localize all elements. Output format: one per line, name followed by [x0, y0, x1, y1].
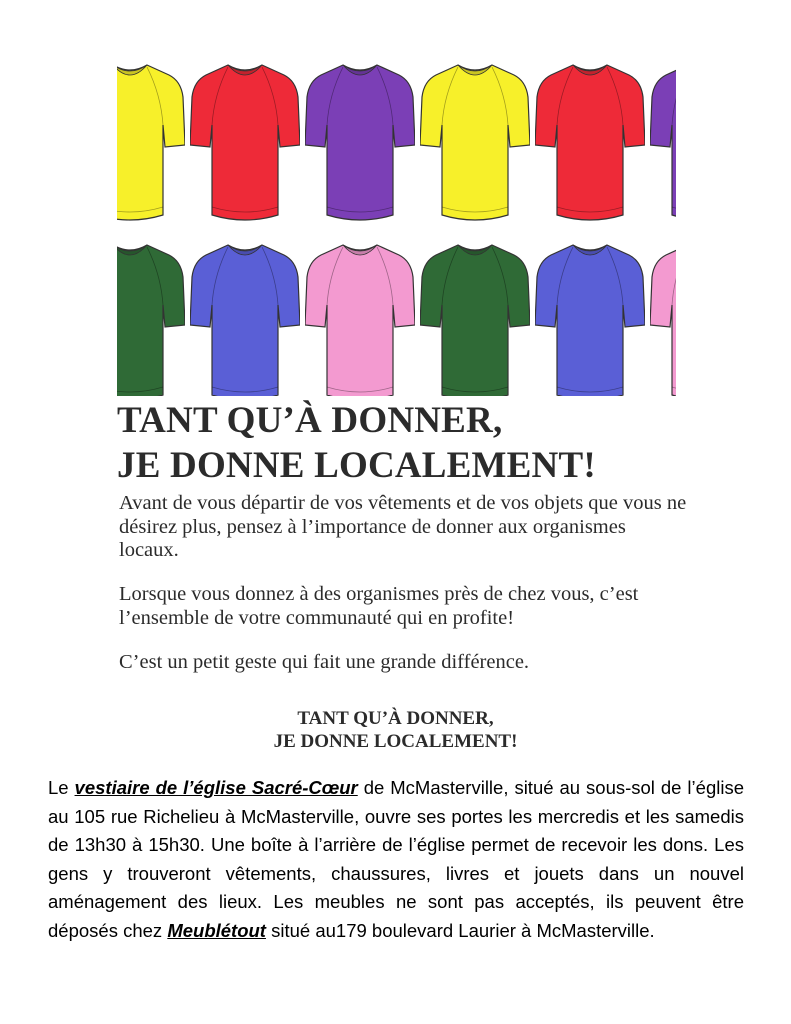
sub-headline-line-2: JE DONNE LOCALEMENT!	[273, 731, 518, 752]
tshirt-green-icon	[420, 235, 530, 396]
tshirt-blue-icon	[535, 235, 645, 396]
tshirt-red-icon	[190, 55, 300, 230]
poster-paragraph-2: Lorsque vous donnez à des organismes près de chez vous, c’est l’ensemble de votre communauté qui en profite!	[119, 583, 639, 629]
tshirt-yellow-icon	[117, 55, 185, 230]
tshirt-green-icon	[117, 235, 185, 396]
tshirt-illustration	[117, 50, 676, 396]
tshirt-yellow-icon	[420, 55, 530, 230]
poster-paragraph-3: C’est un petit geste qui fait une grande différence.	[119, 651, 530, 673]
headline-line-2: JE DONNE LOCALEMENT!	[117, 445, 596, 486]
notice-paragraph	[48, 774, 744, 945]
tshirt-pink-icon	[650, 235, 676, 396]
sub-headline-line-1: TANT QU’À DONNER,	[297, 708, 494, 729]
sub-headline	[150, 707, 641, 753]
place-name: vestiaire de l’église Sacré-Cœur	[74, 777, 358, 798]
tshirt-blue-icon	[190, 235, 300, 396]
tshirt-pink-icon	[305, 235, 415, 396]
store-name: Meublétout	[167, 919, 266, 941]
tshirt-red-icon	[535, 55, 645, 230]
notice-text-middle: de McMasterville, situé au sous-sol de l’église au 105 rue Richelieu à McMasterville, ouvre ses portes les mercredis et les samedis de 13h30 à 15h30. Une boîte à l’arrière de l’église permet de recevoir les dons. Les gens y trouveront vêtements, chaussures, livres et jouets dans un nouvel aménagement des lieux. Les meubles ne sont pas acceptés, ils peuvent être déposés chez	[48, 777, 744, 941]
tshirt-purple-icon	[305, 55, 415, 230]
tshirt-purple-icon	[650, 55, 676, 230]
poster-headline	[117, 398, 687, 488]
headline-line-1: TANT QU’À DONNER,	[117, 400, 503, 441]
notice-text-end: situé au179 boulevard Laurier à McMasterville.	[271, 919, 655, 941]
poster-paragraph-1: Avant de vous départir de vos vêtements et de vos objets que vous ne désirez plus, pensez à l’importance de donner aux organismes locaux.	[119, 492, 687, 561]
notice-prefix: Le	[48, 777, 69, 798]
